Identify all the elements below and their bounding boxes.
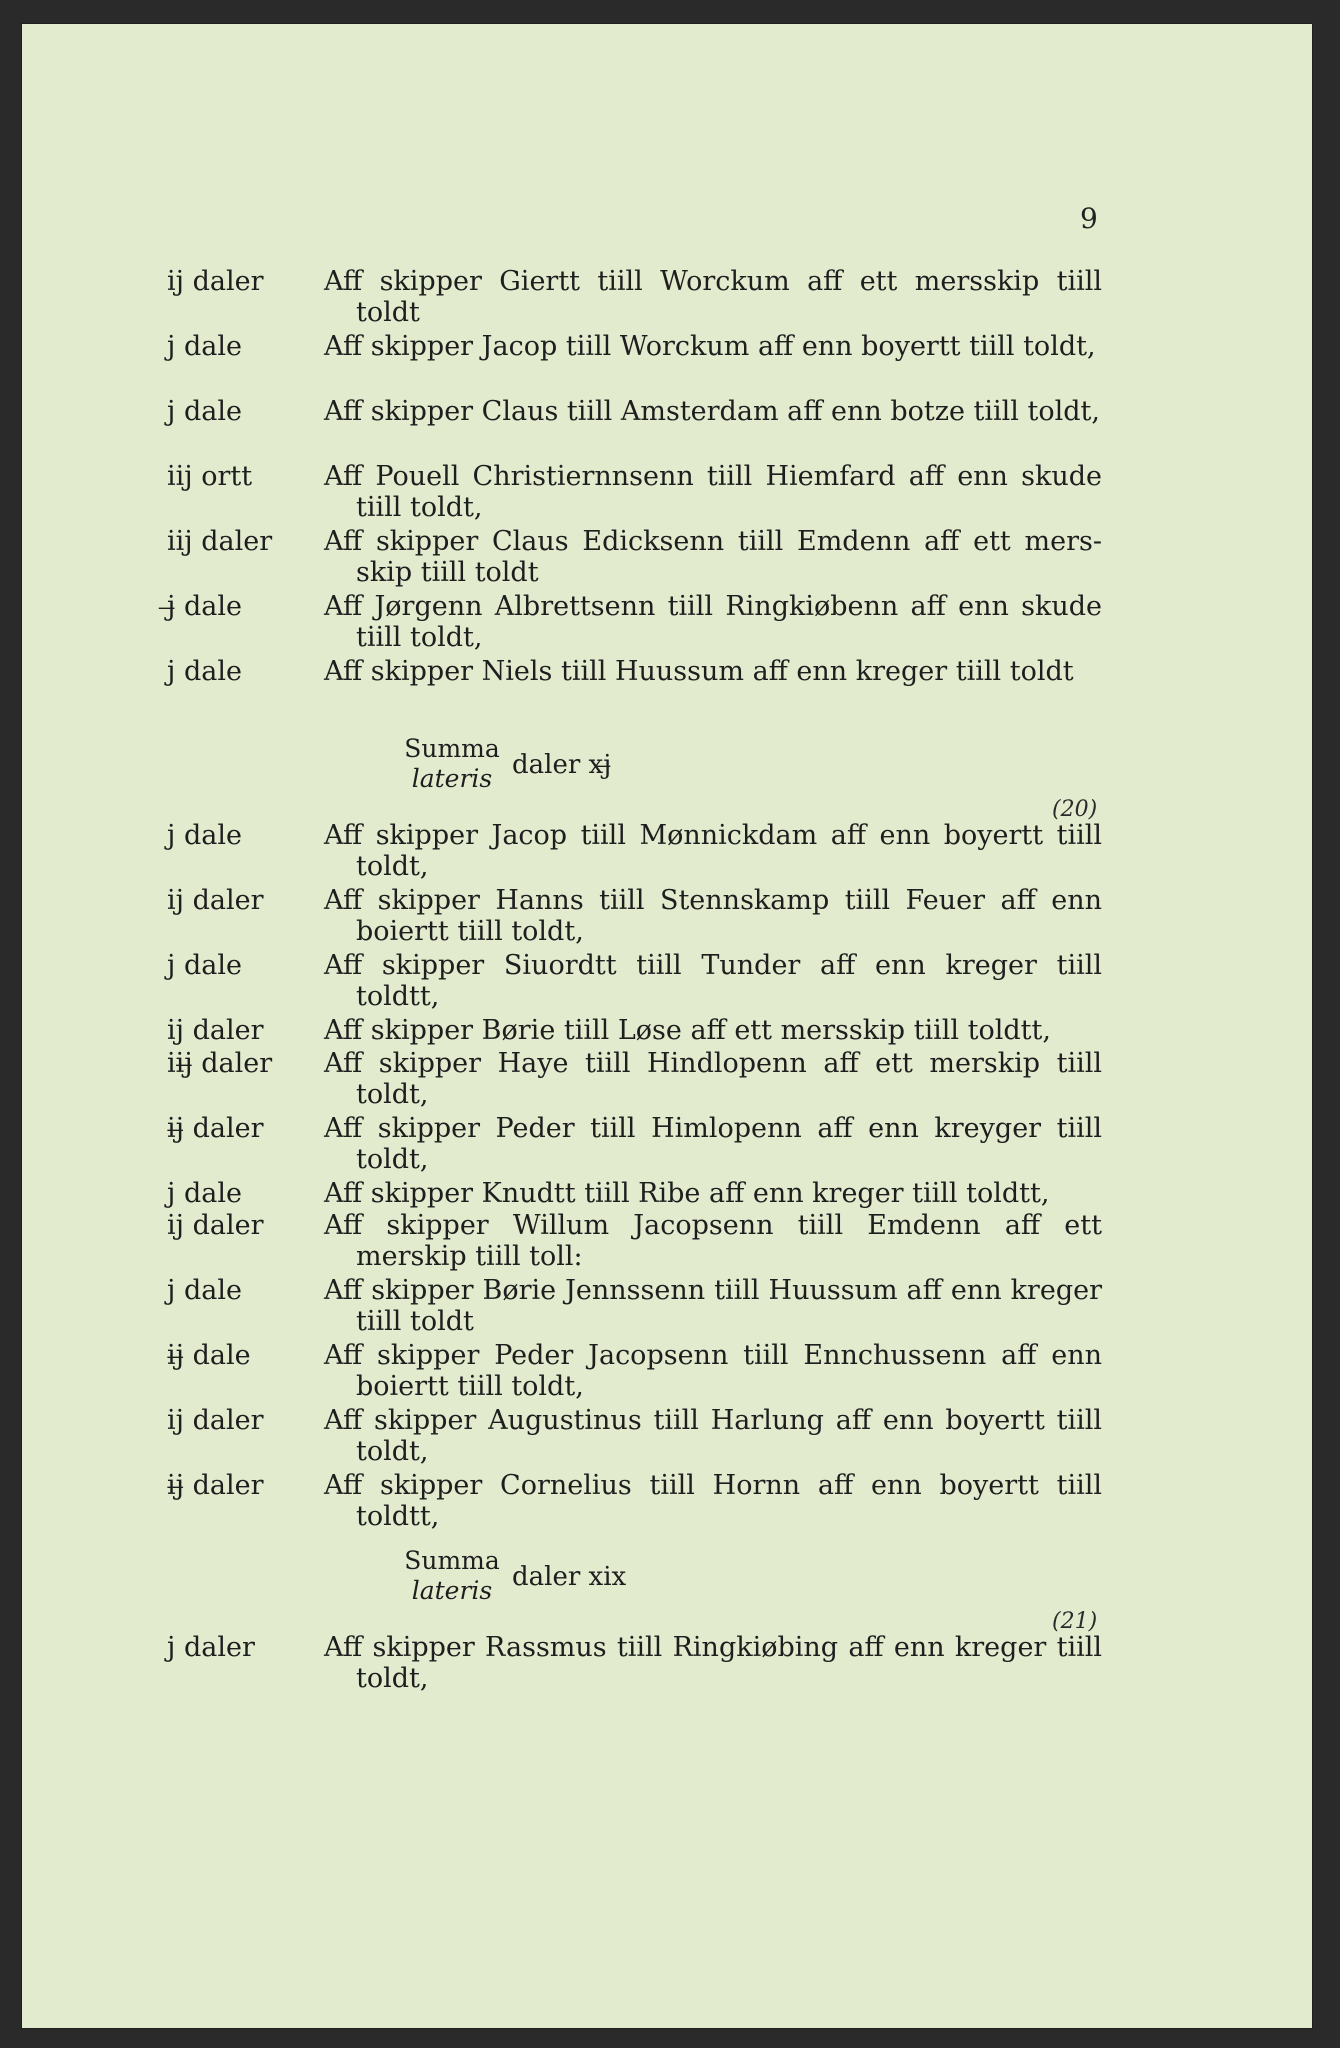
entry-amount: ij daler bbox=[167, 266, 264, 297]
entry-amount: ij̶ dale bbox=[167, 1340, 251, 1371]
entry-amount: iij̶ daler bbox=[167, 1048, 273, 1079]
entry-amount: j dale bbox=[167, 656, 242, 687]
entry-amount: j dale bbox=[167, 331, 242, 362]
entry-amount: iij daler bbox=[167, 526, 273, 557]
entry-amount: ij̶ daler bbox=[167, 1470, 264, 1501]
entry-amount: j dale bbox=[167, 1178, 242, 1209]
summa-label: Summa lateris bbox=[404, 1546, 500, 1605]
page-note: (21) bbox=[1052, 1609, 1098, 1634]
entry-amount: iij ortt bbox=[167, 461, 253, 492]
entry-text: Aff Pouell Christiernnsenn tiill Hiemfard aff enn skude tiill toldt, bbox=[324, 461, 1102, 523]
summa-value: daler xix bbox=[512, 1562, 627, 1592]
entry-amount: ij̶ daler bbox=[167, 1113, 264, 1144]
entry-text: Aff skipper Haye tiill Hindlopenn aff ett merskip tiill toldt, bbox=[324, 1048, 1102, 1110]
entry-amount: ij daler bbox=[167, 1015, 264, 1046]
entry-text: Aff skipper Peder tiill Himlopenn aff enn kreyger tiill toldt, bbox=[324, 1113, 1102, 1175]
entry-text: Aff skipper Jacop tiill Mønnickdam aff enn boyertt tiill toldt, bbox=[324, 820, 1102, 882]
entry-amount: ij daler bbox=[167, 885, 264, 916]
entry-amount: j dale bbox=[167, 820, 242, 851]
entry-text: Aff skipper Rassmus tiill Ringkiøbing aff enn kreger tiill toldt, bbox=[324, 1632, 1102, 1694]
entry-text: Aff skipper Peder Jacopsenn tiill Ennchussenn aff enn boiertt tiill toldt, bbox=[324, 1340, 1102, 1402]
entry-text: Aff skipper Claus Edicksenn tiill Emdenn aff ett mers-skip tiill toldt bbox=[324, 526, 1102, 588]
entry-amount: j dale bbox=[167, 950, 242, 981]
entry-text: Aff skipper Siuordtt tiill Tunder aff enn kreger tiill toldtt, bbox=[324, 950, 1102, 1012]
entry-amount: j̶ dale bbox=[167, 591, 242, 622]
entry-text: Aff skipper Hanns tiill Stennskamp tiill Feuer aff enn boiertt tiill toldt, bbox=[324, 885, 1102, 947]
entry-text: Aff skipper Willum Jacopsenn tiill Emdenn aff ett merskip tiill toll: bbox=[324, 1210, 1102, 1272]
entry-text: Aff skipper Giertt tiill Worckum aff ett mersskip tiill toldt bbox=[324, 266, 1102, 328]
ledger-entries bbox=[22, 24, 1312, 2028]
entry-amount: ij daler bbox=[167, 1405, 264, 1436]
entry-text: Aff skipper Knudtt tiill Ribe aff enn kreger tiill toldtt, bbox=[324, 1178, 1050, 1209]
entry-amount: j daler bbox=[167, 1632, 255, 1663]
page-note: (20) bbox=[1052, 797, 1098, 822]
entry-text: Aff skipper Augustinus tiill Harlung aff enn boyertt tiill toldt, bbox=[324, 1405, 1102, 1467]
entry-text: Aff skipper Claus tiill Amsterdam aff enn botze tiill toldt, bbox=[324, 396, 1100, 427]
entry-amount: j dale bbox=[167, 396, 242, 427]
page-number: 9 bbox=[1080, 202, 1098, 235]
entry-text: Aff skipper Jacop tiill Worckum aff enn boyertt tiill toldt, bbox=[324, 331, 1096, 362]
entry-text: Aff skipper Børie tiill Løse aff ett mersskip tiill toldtt, bbox=[324, 1015, 1051, 1046]
entry-amount: j dale bbox=[167, 1275, 242, 1306]
entry-amount: ij daler bbox=[167, 1210, 264, 1241]
summa-label: Summa lateris bbox=[404, 734, 500, 793]
entry-text: Aff skipper Cornelius tiill Hornn aff enn boyertt tiill toldtt, bbox=[324, 1470, 1102, 1532]
entry-text: Aff skipper Niels tiill Huussum aff enn kreger tiill toldt bbox=[324, 656, 1074, 687]
entry-text: Aff Jørgenn Albrettsenn tiill Ringkiøbenn aff enn skude tiill toldt, bbox=[324, 591, 1102, 653]
entry-text: Aff skipper Børie Jennssenn tiill Huussum aff enn kreger tiill toldt bbox=[324, 1275, 1102, 1337]
document-page bbox=[22, 24, 1312, 2028]
summa-value: daler xj̶ bbox=[512, 750, 612, 780]
